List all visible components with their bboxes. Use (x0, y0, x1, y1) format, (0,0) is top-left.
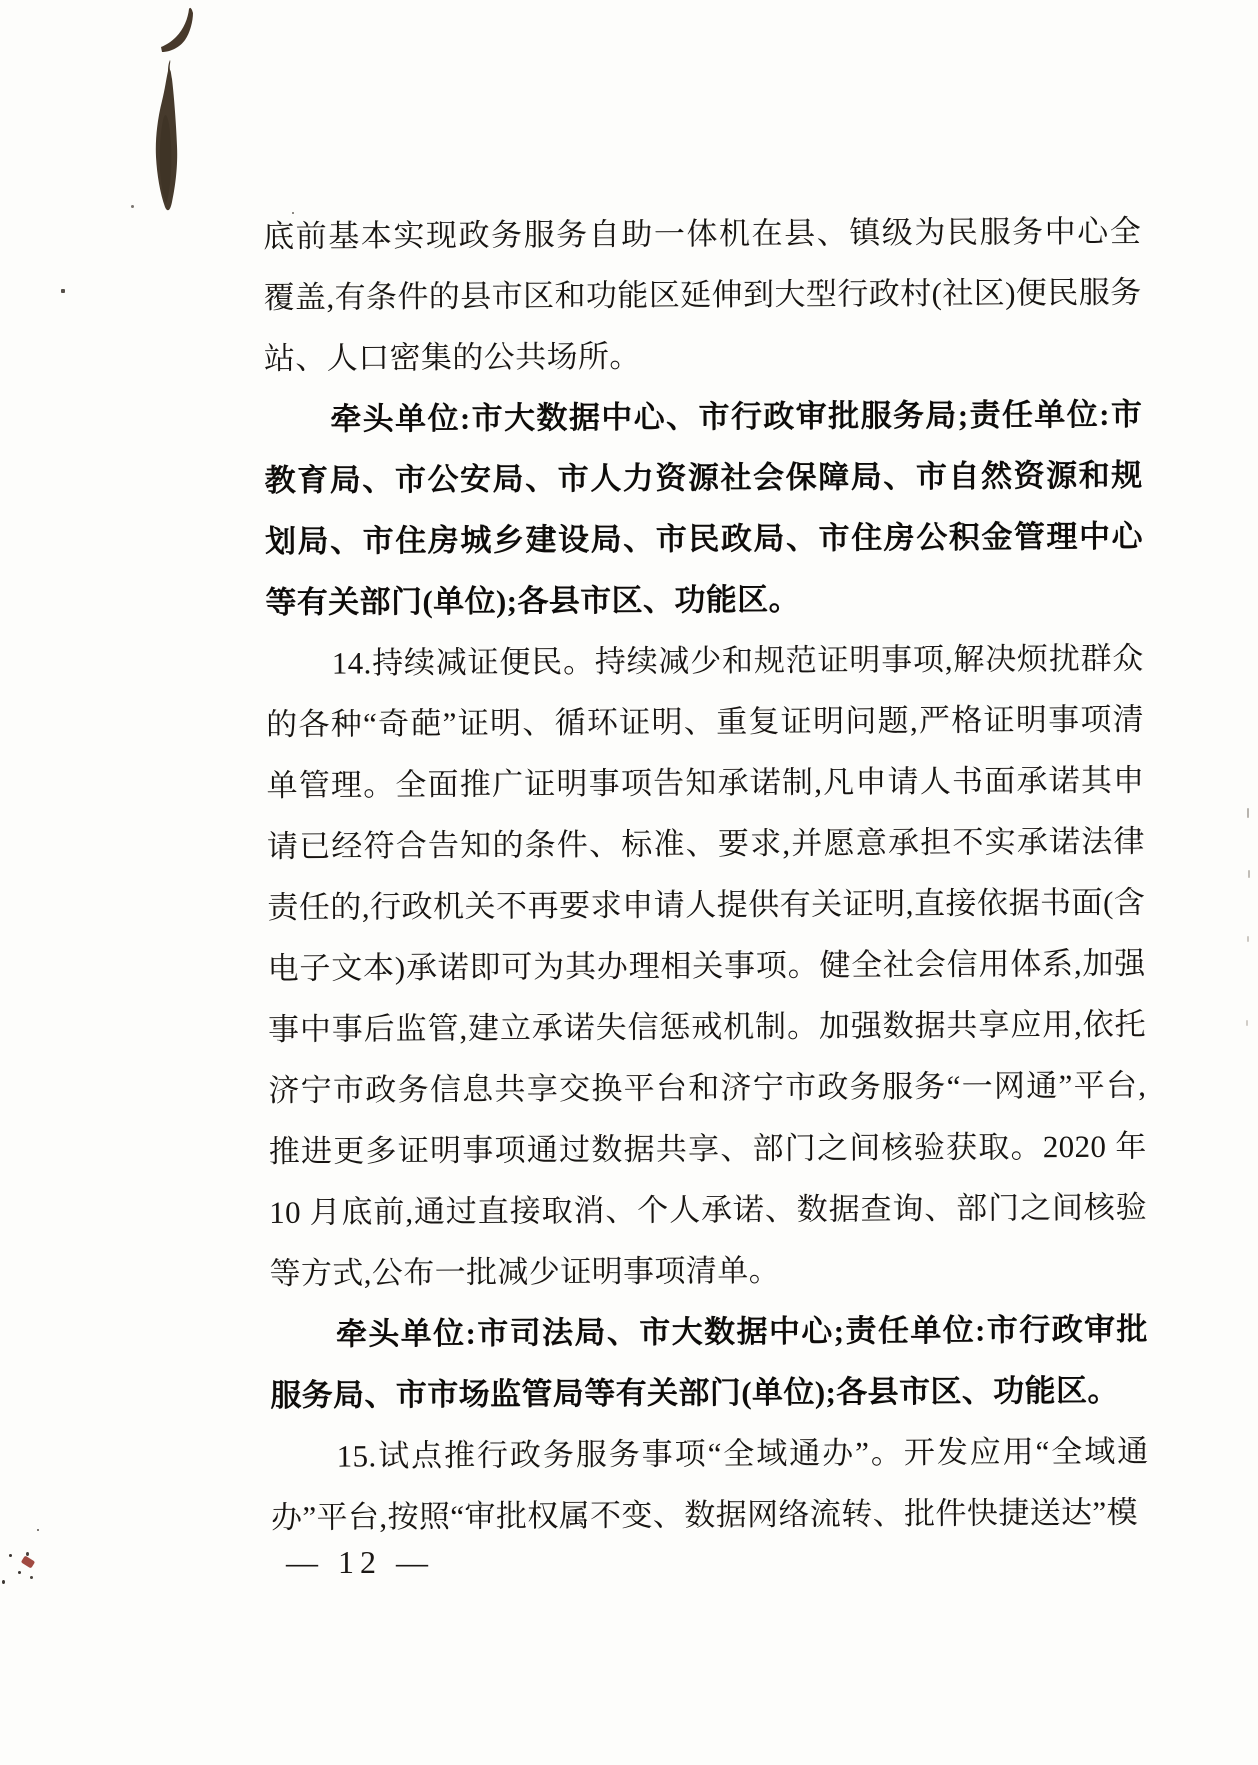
speck-dot (18, 1571, 21, 1574)
speck-dot (26, 1552, 29, 1556)
paragraph-item-14: 14.持续减证便民。持续减少和规范证明事项,解决烦扰群众的各种“奇葩”证明、循环证明、重复证明问题,严格证明事项清单管理。全面推广证明事项告知承诺制,凡申请人书面承诺其申请已经符合告知的条件、标准、要求,并愿意承担不实承诺法律责任的,行政机关不再要求申请人提供有关证明,直接依据书面(含电子文本)承诺即可为其办理相关事项。健全社会信用体系,加强事中事后监管,建立承诺失信惩戒机制。加强数据共享应用,依托济宁市政务信息共享交换平台和济宁市政务服务“一网通”平台,推进更多证明事项通过数据共享、部门之间核验获取。2020 年 10 月底前,通过直接取消、个人承诺、数据查询、部门之间核验等方式,公布一批减少证明事项清单。 (266, 640, 1148, 1291)
paragraph-lead-units-1: 牵头单位:市大数据中心、市行政审批服务局;责任单位:市教育局、市公安局、市人力资源社会保障局、市自然资源和规划局、市住房城乡建设局、市民政局、市住房公积金管理中心等有关部门(单位);各县市区、功能区。 (264, 396, 1144, 620)
edge-mark (1248, 870, 1250, 878)
paragraph-item-15: 15.试点推行政务服务事项“全域通办”。开发应用“全域通办”平台,按照“审批权属不变、数据网络流转、批件快捷送达”模 (270, 1433, 1149, 1535)
document-body (263, 201, 1149, 1548)
edge-mark (1246, 1020, 1248, 1026)
page-number: — 12 — (286, 1544, 434, 1580)
speck-dot (37, 1529, 39, 1531)
speck-dot (2, 1580, 5, 1584)
ink-smudge (130, 0, 220, 240)
speck-dot (9, 1554, 12, 1557)
red-speck (21, 1555, 35, 1568)
speck-dot (30, 1576, 33, 1579)
paragraph-lead-units-2: 牵头单位:市司法局、市大数据中心;责任单位:市行政审批服务局、市市场监管局等有关部门(单位);各县市区、功能区。 (270, 1311, 1148, 1413)
paragraph-continuation: 底前基本实现政务服务自助一体机在县、镇级为民服务中心全覆盖,有条件的县市区和功能区延伸到大型行政村(社区)便民服务站、人口密集的公共场所。 (263, 213, 1142, 376)
speck-square (61, 289, 65, 293)
edge-mark (1247, 936, 1249, 942)
edge-mark (1247, 808, 1249, 818)
speck-dot (131, 205, 134, 208)
